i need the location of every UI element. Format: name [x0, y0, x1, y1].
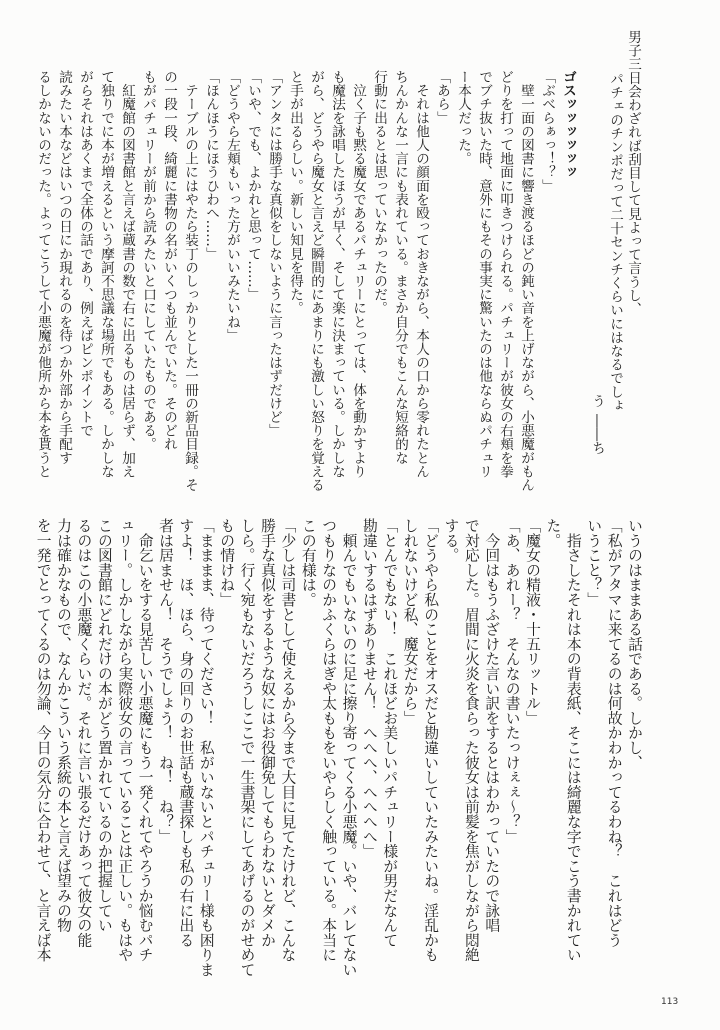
epigraph-line: う: [589, 394, 605, 408]
text-column: しら。行く宛もないだろうしここで一生書架にしてあげるのがせめて: [238, 518, 256, 977]
text-column: 「ほんほうにほうひわへ……」: [203, 70, 219, 261]
text-column: 読みたい本などはいつの日にか現れるのを待つか外部から手配す: [56, 70, 72, 465]
text-column: 壁一面の図書に響き渡るほどの鈍い音を上げながら、小悪魔がもん: [518, 70, 534, 492]
text-column: 「魔女の精液・十五リットル」: [524, 518, 542, 726]
text-column: 「まままま、待ってください！ 私がいないとパチュリー様も困りま: [197, 518, 215, 977]
text-column: ー本人だった。: [455, 70, 471, 166]
text-column: 頼んでもいないのに足に擦り寄ってくる小悪魔。いや、バレてない: [340, 518, 358, 977]
text-column: 「少しは司書として使えるから今まで大目に見てたけれど、こんな: [279, 518, 297, 962]
text-column: て独りでに本が増えるという摩訶不思議な場所でもある。しかしな: [98, 70, 114, 478]
text-column: 今回はもうふざけた言い訳をするとはわかっていたので詠唱: [483, 518, 501, 933]
text-column: 指さしたそれは本の背表紙、そこには綺麗な字でこう書かれてい: [564, 518, 582, 962]
text-column: を一発でとってくるのは勿論、今日の気分に合わせて、と言えば本: [34, 518, 52, 962]
text-column: テーブルの上にはやたら装丁のしっかりとした一冊の新品目録。そ: [182, 70, 198, 492]
text-column: 者は居ません！ そうでしょう！ ね！ ね？」: [157, 518, 175, 844]
text-column: つもりなのかふくらはぎや太ももをいやらしく触っている。本当に: [320, 518, 338, 962]
text-column: 力は確かなもので、なんかこういう系統の本と言えば望みの物: [55, 518, 73, 933]
text-column: 勝手な真似をするような奴にはお役御免してもらわないとダメか: [258, 518, 276, 948]
upper-tier-text: [32, 70, 578, 510]
epigraph: [588, 30, 642, 470]
text-column: 「アンタには勝手な真似をしないように言ったはずだけど」: [266, 70, 282, 438]
text-column: でブチ抜いた時、意外にもその事実に驚いたのは他ならぬパチュリ: [476, 70, 492, 478]
text-column: 命乞いをする見苦しい小悪魔にもう一発くれてやろうか悩むパチ: [136, 518, 154, 962]
text-column: ュリー。しかしながら実際彼女の言っていることは正しい。もはや: [116, 518, 134, 962]
text-column: それは他人の顔面を殴っておきながら、本人の口から零れたとん: [413, 70, 429, 478]
text-column: ちんかんな一言にも表れている。まさか自分でもこんな短絡的な: [392, 70, 408, 465]
text-column: も魔法を詠唱したほうが早く、そして楽に決まっている。しかしな: [329, 70, 345, 478]
text-column: の一段一段、綺麗に書物の名がいくつも並んでいた。そのどれ: [161, 70, 177, 451]
text-column: るしかないのだった。よってこうして小悪魔が他所から本を貰うと: [35, 70, 51, 478]
text-column: 「とんでもない！ これほどお美しいパチュリー様が男だなんて: [381, 518, 399, 948]
text-column: た。: [544, 518, 562, 548]
text-column: がら、どうやら魔女と言えど瞬間的にあまりにも激しい怒りを覚える: [308, 70, 324, 492]
epigraph-line-end: [588, 30, 606, 470]
text-column: と手が出るらしい。新しい知見を得た。: [287, 70, 303, 315]
text-column: いうこと？」: [585, 518, 603, 607]
text-column: この図書館にどれだけの本がどう置かれているのか把握してい: [95, 518, 113, 933]
text-column: 「あら」: [434, 70, 450, 125]
text-column: すよ！ ほ、ほら、身の回りのお世話も蔵書探しも私の右に出る: [177, 518, 195, 948]
text-column: しれないけど私、魔女だから」: [401, 518, 419, 726]
text-column: どりを打って地面に叩きつけられる。パチュリーが彼女の右頬を拳: [497, 70, 513, 478]
text-column: 「どうやら私のことをオスだと勘違いしていたみたいね。淫乱かも: [422, 518, 440, 962]
text-column: るのはこの小悪魔くらいだ。それに言い張るだけあって彼女の能: [75, 518, 93, 948]
text-column: もがパチュリーが前から読みたいと口にしていたものである。: [140, 70, 156, 451]
text-column: する。: [442, 518, 460, 563]
text-column: いうのはままある話である。しかし、: [626, 518, 643, 770]
text-column: もの情けね」: [218, 518, 236, 607]
text-column: 「いや、でも、よかれと思って……」: [245, 70, 261, 302]
text-column: 勘違いするはずありません！ へへへ、へへへへ」: [360, 518, 378, 859]
text-column: 「あ、あれー？ そんなの書いたっけぇぇ〜？」: [503, 518, 521, 844]
sound-effect-column: ゴスッッッッッッ: [560, 70, 576, 179]
text-column: で対応した。眉間に火炎を食らった彼女は前髪を焦がしながら悶絶: [462, 518, 480, 962]
text-column: 「私がアタマに来てるのは何故かわかってるわね？ これはどう: [605, 518, 623, 948]
text-column: 行動に出るとは思っていなかったのだ。: [371, 70, 387, 315]
text-column: 「ぶべらぁっ！？」: [539, 70, 555, 193]
text-column: この有様は。: [299, 518, 317, 607]
epigraph-attribution: ――ち: [589, 413, 605, 455]
epigraph-line: 男子三日会わざれば刮目して見よって言うし、: [625, 30, 641, 316]
lower-tier-text: [32, 518, 644, 998]
epigraph-line: パチェのチンポだって二十センチくらいにはなるでしょ: [607, 72, 623, 412]
text-column: 泣く子も黙る魔女であるパチュリーにとっては、体を動かすより: [350, 70, 366, 478]
text-column: がらそれはあくまで全体の話であり、例えばピンポイントで: [77, 70, 93, 438]
text-column: 紅魔館の図書館と言えば蔵書の数で右に出るものは居らず、加え: [119, 70, 135, 478]
page-number: 113: [661, 997, 679, 1007]
text-column: 「どうやら左頬もいった方がいいみたいね」: [224, 70, 240, 342]
